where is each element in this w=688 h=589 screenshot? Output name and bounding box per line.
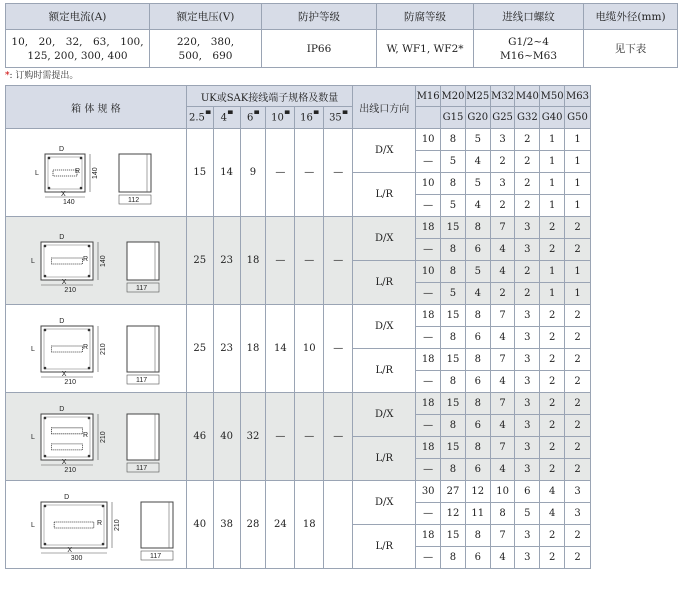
spec-line: 10, 20, 32, 63, 100,: [11, 35, 144, 48]
spec-value-row: [6, 30, 678, 68]
terminal-marker-icon: ▀: [254, 111, 259, 119]
table-row: [6, 129, 591, 151]
terminal-marker-icon: ▀: [205, 111, 211, 119]
direction-cell: L/R: [353, 437, 416, 481]
entry-count-cell: 3: [565, 481, 591, 503]
entry-count-cell: 1: [565, 195, 591, 217]
entry-count-cell: 8: [465, 437, 490, 459]
terminal-count-cell: 32: [240, 393, 266, 481]
entry-count-cell: 8: [465, 305, 490, 327]
direction-cell: L/R: [353, 525, 416, 569]
spec-anticorrosion-cell: W, WF1, WF2*: [377, 30, 474, 68]
entry-count-cell: 8: [441, 173, 466, 195]
entry-count-cell: 2: [540, 217, 565, 239]
entry-count-cell: 8: [441, 327, 466, 349]
direction-header: 出线口方向: [353, 86, 416, 129]
entry-count-cell: 3: [490, 129, 515, 151]
entry-count-cell: 6: [465, 327, 490, 349]
label-d: D: [64, 493, 70, 501]
entry-count-cell: 2: [565, 371, 591, 393]
entry-count-cell: 7: [490, 525, 515, 547]
entry-count-cell: 8: [490, 503, 515, 525]
entry-count-cell: 2: [540, 393, 565, 415]
terminal-count-cell: 10: [295, 305, 324, 393]
entry-count-cell: 3: [515, 349, 540, 371]
entry-count-cell: 2: [540, 415, 565, 437]
label-l: L: [30, 433, 35, 441]
direction-cell: L/R: [353, 261, 416, 305]
direction-cell: D/X: [353, 129, 416, 173]
entry-count-cell: 7: [490, 393, 515, 415]
spec-table: [5, 3, 678, 68]
spec-header-cell: 防护等级: [262, 4, 377, 30]
entry-count-cell: 15: [441, 525, 466, 547]
entry-count-cell: 7: [490, 305, 515, 327]
side-depth-label: 117: [135, 376, 148, 384]
spec-header-cell: 进线口螺纹: [474, 4, 584, 30]
g-size-header: G25: [490, 107, 515, 129]
entry-count-cell: 3: [515, 327, 540, 349]
entry-count-cell: 6: [515, 481, 540, 503]
entry-count-cell: 4: [540, 481, 565, 503]
entry-count-cell: 3: [515, 239, 540, 261]
entry-count-cell: 3: [515, 371, 540, 393]
spec-header-cell: 电缆外径(mm): [584, 4, 678, 30]
entry-count-cell: 2: [540, 547, 565, 569]
terminal-size-header: [186, 107, 213, 129]
terminal-count-cell: 9: [240, 129, 266, 217]
entry-count-cell: 4: [540, 503, 565, 525]
label-l: L: [30, 521, 35, 529]
entry-count-cell: 3: [515, 393, 540, 415]
entry-count-cell: 8: [441, 371, 466, 393]
terminal-count-cell: —: [324, 129, 353, 217]
entry-count-cell: 6: [465, 547, 490, 569]
entry-count-cell: 15: [441, 437, 466, 459]
entry-count-cell: 15: [441, 217, 466, 239]
entry-count-cell: 5: [441, 151, 466, 173]
entry-count-cell: 5: [515, 503, 540, 525]
entry-count-cell: —: [416, 151, 441, 173]
terminal-count-cell: [324, 481, 353, 569]
terminal-count-cell: 24: [266, 481, 295, 569]
spec-current-cell: [6, 30, 150, 68]
terminal-count-cell: —: [266, 217, 295, 305]
terminal-count-cell: 28: [240, 481, 266, 569]
terminal-count-cell: 14: [266, 305, 295, 393]
dim-height-label: 210: [113, 518, 121, 531]
entry-count-cell: 27: [441, 481, 466, 503]
spec-header-row: [6, 4, 678, 30]
terminal-size-label: 10: [271, 112, 284, 124]
entry-count-cell: 3: [515, 437, 540, 459]
terminal-size-label: 4: [220, 112, 227, 124]
entry-count-cell: 5: [441, 195, 466, 217]
spec-line: 500, 690: [178, 49, 233, 62]
dim-width-label: 140: [62, 198, 75, 206]
entry-count-cell: 2: [490, 195, 515, 217]
terminal-count-cell: —: [266, 129, 295, 217]
terminal-count-cell: 40: [213, 393, 240, 481]
order-note: [5, 68, 78, 81]
dim-height-label: 140: [91, 166, 99, 179]
entry-count-cell: 2: [565, 437, 591, 459]
entry-count-cell: 2: [565, 415, 591, 437]
entry-count-cell: 8: [441, 459, 466, 481]
entry-count-cell: 7: [490, 349, 515, 371]
box-drawing-cell: [6, 305, 187, 393]
terminal-size-header: [213, 107, 240, 129]
table-row: [6, 393, 591, 415]
entry-count-cell: 6: [465, 459, 490, 481]
g-size-header: G40: [540, 107, 565, 129]
entry-count-cell: 8: [465, 525, 490, 547]
enclosure-drawing-icon: [11, 131, 181, 215]
entry-count-cell: —: [416, 503, 441, 525]
dim-height-label: 140: [99, 254, 107, 267]
entry-count-cell: 1: [540, 173, 565, 195]
m-size-header: M40: [515, 86, 540, 107]
entry-count-cell: 15: [441, 305, 466, 327]
label-r: R: [74, 167, 80, 175]
terminal-size-label: 16: [300, 112, 313, 124]
label-d: D: [58, 145, 64, 153]
m-size-header: M25: [465, 86, 490, 107]
entry-count-cell: 2: [565, 239, 591, 261]
entry-count-cell: 3: [515, 525, 540, 547]
entry-count-cell: 12: [441, 503, 466, 525]
spec-header-cell: 防腐等级: [377, 4, 474, 30]
side-depth-label: 117: [149, 552, 162, 560]
entry-count-cell: 1: [565, 151, 591, 173]
entry-count-cell: 8: [441, 239, 466, 261]
g-size-header: G20: [465, 107, 490, 129]
label-x: X: [61, 458, 67, 466]
terminal-count-cell: 40: [186, 481, 213, 569]
entry-count-cell: 3: [515, 415, 540, 437]
spec-voltage-cell: [150, 30, 262, 68]
entry-count-cell: 8: [465, 217, 490, 239]
entry-count-cell: 6: [465, 415, 490, 437]
enclosure-drawing-icon: [11, 483, 181, 567]
entry-count-cell: 3: [515, 305, 540, 327]
entry-count-cell: 2: [540, 239, 565, 261]
entry-count-cell: 4: [465, 151, 490, 173]
dim-width-label: 210: [64, 378, 77, 386]
entry-count-cell: —: [416, 547, 441, 569]
terminal-count-cell: 18: [295, 481, 324, 569]
g-size-header: G32: [515, 107, 540, 129]
m-size-header: M16: [416, 86, 441, 107]
terminal-count-cell: 14: [213, 129, 240, 217]
entry-count-cell: 1: [540, 129, 565, 151]
entry-count-cell: —: [416, 283, 441, 305]
entry-count-cell: 4: [465, 195, 490, 217]
box-drawing-cell: [6, 129, 187, 217]
table-row: [6, 305, 591, 327]
entry-count-cell: 4: [490, 327, 515, 349]
side-depth-label: 117: [135, 464, 148, 472]
entry-count-cell: 18: [416, 349, 441, 371]
entry-count-cell: 4: [490, 415, 515, 437]
g-size-header: [416, 107, 441, 129]
entry-count-cell: 8: [465, 393, 490, 415]
entry-count-cell: 2: [490, 283, 515, 305]
entry-count-cell: 4: [490, 371, 515, 393]
label-x: X: [60, 190, 66, 198]
terminal-count-cell: 25: [186, 217, 213, 305]
dim-width-label: 300: [70, 554, 83, 562]
entry-count-cell: 2: [515, 195, 540, 217]
terminal-count-cell: —: [266, 393, 295, 481]
entry-count-cell: 1: [540, 195, 565, 217]
label-x: X: [67, 546, 72, 554]
spec-line: 220, 380,: [176, 35, 235, 48]
entry-count-cell: 5: [465, 173, 490, 195]
entry-count-cell: 1: [540, 151, 565, 173]
terminal-marker-icon: ▀: [313, 111, 319, 119]
spec-cable-cell: 见下表: [584, 30, 678, 68]
label-r: R: [82, 255, 88, 263]
terminal-count-cell: —: [295, 217, 324, 305]
note-text: : 订购时需提出。: [9, 71, 79, 81]
entry-count-cell: 2: [515, 283, 540, 305]
label-r: R: [96, 519, 102, 527]
label-l: L: [34, 169, 39, 177]
entry-count-cell: 3: [490, 173, 515, 195]
entry-count-cell: 2: [540, 525, 565, 547]
note-asterisk: *: [5, 71, 10, 81]
entry-count-cell: 6: [465, 371, 490, 393]
dim-width-label: 210: [64, 286, 77, 294]
entry-count-cell: 2: [515, 151, 540, 173]
entry-count-cell: —: [416, 195, 441, 217]
entry-count-cell: —: [416, 459, 441, 481]
entry-count-cell: 2: [565, 217, 591, 239]
box-spec-header: 箱 体 规 格: [6, 86, 187, 129]
entry-count-cell: 3: [515, 217, 540, 239]
entry-count-cell: 3: [515, 459, 540, 481]
label-x: X: [61, 370, 67, 378]
terminal-count-cell: 46: [186, 393, 213, 481]
entry-count-cell: 6: [465, 239, 490, 261]
entry-count-cell: 2: [565, 459, 591, 481]
box-drawing-cell: [6, 393, 187, 481]
spec-line: G1/2~4: [508, 35, 549, 48]
entry-count-cell: 1: [565, 129, 591, 151]
box-spec-table: [5, 85, 591, 569]
entry-count-cell: 7: [490, 217, 515, 239]
terminal-size-header: [295, 107, 324, 129]
entry-count-cell: 2: [540, 459, 565, 481]
entry-count-cell: 2: [565, 327, 591, 349]
table-row: [6, 481, 591, 503]
side-depth-label: 112: [127, 196, 140, 204]
entry-count-cell: 2: [565, 349, 591, 371]
entry-count-cell: —: [416, 239, 441, 261]
terminal-count-cell: —: [324, 217, 353, 305]
entry-count-cell: 10: [416, 173, 441, 195]
entry-count-cell: 2: [540, 371, 565, 393]
terminal-header: UK或SAK接线端子规格及数量: [186, 86, 352, 107]
label-d: D: [59, 233, 65, 241]
spec-thread-cell: [474, 30, 584, 68]
dim-height-label: 210: [99, 430, 107, 443]
dim-width-label: 210: [64, 466, 77, 474]
entry-count-cell: 18: [416, 525, 441, 547]
enclosure-drawing-icon: [11, 307, 181, 391]
spec-header-cell: 额定电压(V): [150, 4, 262, 30]
label-r: R: [82, 343, 88, 351]
entry-count-cell: 18: [416, 217, 441, 239]
terminal-count-cell: —: [324, 305, 353, 393]
label-d: D: [59, 317, 65, 325]
entry-count-cell: 8: [441, 129, 466, 151]
entry-count-cell: 1: [565, 173, 591, 195]
terminal-size-label: 6: [246, 112, 254, 124]
dim-height-label: 210: [99, 342, 107, 355]
enclosure-drawing-icon: [11, 395, 181, 479]
entry-count-cell: 4: [490, 239, 515, 261]
terminal-marker-icon: ▀: [228, 111, 233, 119]
entry-count-cell: 10: [416, 129, 441, 151]
entry-count-cell: 2: [565, 525, 591, 547]
direction-cell: D/X: [353, 305, 416, 349]
entry-count-cell: 2: [515, 129, 540, 151]
entry-count-cell: 8: [441, 415, 466, 437]
entry-count-cell: 1: [540, 261, 565, 283]
terminal-count-cell: —: [295, 129, 324, 217]
terminal-size-header: [324, 107, 353, 129]
label-l: L: [30, 345, 35, 353]
terminal-count-cell: —: [295, 393, 324, 481]
entry-count-cell: 2: [540, 305, 565, 327]
entry-count-cell: 18: [416, 393, 441, 415]
enclosure-drawing-icon: [11, 219, 181, 303]
entry-count-cell: 2: [515, 261, 540, 283]
terminal-count-cell: 15: [186, 129, 213, 217]
entry-count-cell: —: [416, 327, 441, 349]
table-row: [6, 217, 591, 239]
terminal-size-label: 35: [329, 112, 342, 124]
label-l: L: [30, 257, 35, 265]
terminal-count-cell: 23: [213, 217, 240, 305]
terminal-size-label: 2.5: [189, 112, 205, 124]
entry-count-cell: 11: [465, 503, 490, 525]
terminal-marker-icon: ▀: [342, 111, 348, 119]
entry-count-cell: 8: [441, 547, 466, 569]
box-drawing-cell: [6, 217, 187, 305]
box-drawing-cell: [6, 481, 187, 569]
label-x: X: [61, 278, 67, 286]
entry-count-cell: 3: [515, 547, 540, 569]
entry-count-cell: 1: [540, 283, 565, 305]
terminal-marker-icon: ▀: [284, 111, 290, 119]
entry-count-cell: 4: [490, 547, 515, 569]
entry-count-cell: 10: [416, 261, 441, 283]
terminal-size-header: [266, 107, 295, 129]
entry-count-cell: 8: [441, 261, 466, 283]
entry-count-cell: 12: [465, 481, 490, 503]
m-size-header: M50: [540, 86, 565, 107]
spec-protection-cell: IP66: [262, 30, 377, 68]
m-size-header: M63: [565, 86, 591, 107]
label-r: R: [82, 431, 88, 439]
terminal-count-cell: 25: [186, 305, 213, 393]
entry-count-cell: 2: [540, 349, 565, 371]
table-header-row: [6, 86, 591, 107]
entry-count-cell: 5: [465, 261, 490, 283]
entry-count-cell: 30: [416, 481, 441, 503]
entry-count-cell: 2: [515, 173, 540, 195]
terminal-size-header: [240, 107, 266, 129]
terminal-count-cell: 18: [240, 305, 266, 393]
terminal-count-cell: 23: [213, 305, 240, 393]
spec-header-cell: 额定电流(A): [6, 4, 150, 30]
g-size-header: G50: [565, 107, 591, 129]
entry-count-cell: 18: [416, 305, 441, 327]
entry-count-cell: 1: [565, 283, 591, 305]
entry-count-cell: 1: [565, 261, 591, 283]
direction-cell: L/R: [353, 173, 416, 217]
entry-count-cell: 2: [565, 305, 591, 327]
m-size-header: M32: [490, 86, 515, 107]
entry-count-cell: 5: [465, 129, 490, 151]
entry-count-cell: 2: [490, 151, 515, 173]
entry-count-cell: —: [416, 415, 441, 437]
entry-count-cell: 2: [565, 547, 591, 569]
spec-line: 125, 200, 300, 400: [27, 49, 128, 62]
entry-count-cell: 4: [490, 261, 515, 283]
spec-line: M16~M63: [499, 49, 558, 62]
direction-cell: D/X: [353, 393, 416, 437]
entry-count-cell: 4: [490, 459, 515, 481]
terminal-count-cell: 18: [240, 217, 266, 305]
entry-count-cell: 2: [540, 327, 565, 349]
entry-count-cell: —: [416, 371, 441, 393]
entry-count-cell: 8: [465, 349, 490, 371]
g-size-header: G15: [441, 107, 466, 129]
entry-count-cell: 7: [490, 437, 515, 459]
terminal-count-cell: 38: [213, 481, 240, 569]
label-d: D: [59, 405, 65, 413]
entry-count-cell: 18: [416, 437, 441, 459]
entry-count-cell: 4: [465, 283, 490, 305]
entry-count-cell: 3: [565, 503, 591, 525]
entry-count-cell: 5: [441, 283, 466, 305]
entry-count-cell: 10: [490, 481, 515, 503]
direction-cell: D/X: [353, 217, 416, 261]
entry-count-cell: 2: [565, 393, 591, 415]
entry-count-cell: 15: [441, 349, 466, 371]
entry-count-cell: 2: [540, 437, 565, 459]
terminal-count-cell: —: [324, 393, 353, 481]
direction-cell: D/X: [353, 481, 416, 525]
m-size-header: M20: [441, 86, 466, 107]
direction-cell: L/R: [353, 349, 416, 393]
entry-count-cell: 15: [441, 393, 466, 415]
side-depth-label: 117: [135, 284, 148, 292]
